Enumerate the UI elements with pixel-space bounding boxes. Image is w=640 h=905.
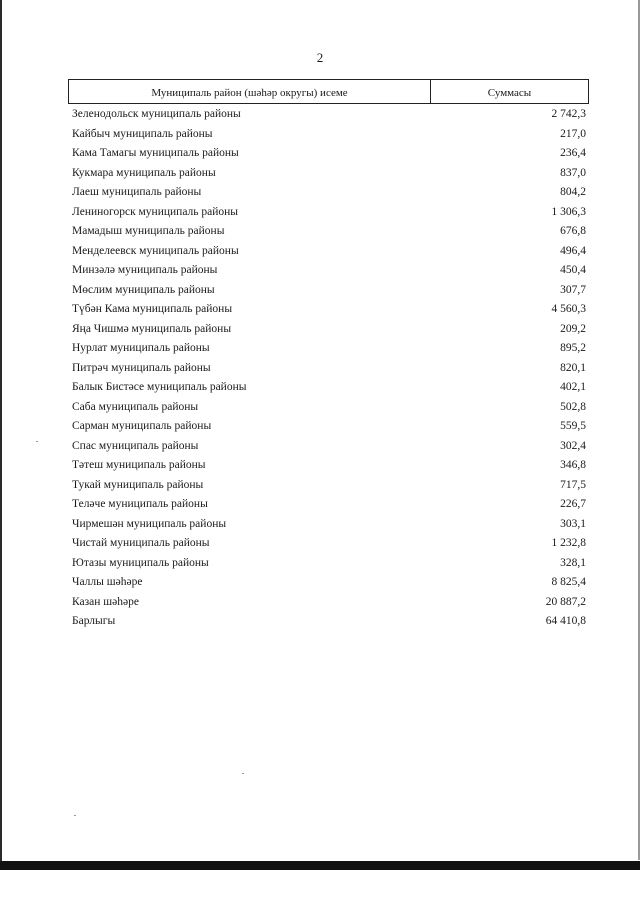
table-row bbox=[72, 593, 586, 613]
table-row bbox=[72, 242, 586, 262]
row-name: Чистай муниципаль районы bbox=[72, 537, 210, 549]
row-value: 820,1 bbox=[560, 361, 586, 374]
table-row bbox=[72, 164, 586, 184]
table-row bbox=[72, 437, 586, 457]
table-row bbox=[72, 515, 586, 535]
row-value: 450,4 bbox=[560, 264, 586, 276]
row-name: Мөслим муниципаль районы bbox=[72, 283, 215, 296]
scan-speck bbox=[36, 441, 38, 442]
row-name: Мамадыш муниципаль районы bbox=[72, 225, 225, 237]
row-value: 1 306,3 bbox=[551, 205, 586, 218]
row-value: 559,5 bbox=[560, 420, 586, 432]
table-row bbox=[72, 495, 586, 515]
table-row bbox=[72, 398, 586, 418]
row-value: 303,1 bbox=[560, 517, 586, 530]
row-name: Минзәлә муниципаль районы bbox=[72, 264, 218, 276]
row-name: Яңа Чишмә муниципаль районы bbox=[72, 322, 232, 335]
row-name: Нурлат муниципаль районы bbox=[72, 342, 210, 354]
row-value: 209,2 bbox=[560, 322, 586, 335]
table-row bbox=[72, 417, 586, 437]
row-value: 328,1 bbox=[560, 556, 586, 569]
row-value: 64 410,8 bbox=[545, 615, 586, 627]
row-value: 217,0 bbox=[560, 127, 586, 140]
table-row bbox=[72, 183, 586, 203]
row-name: Кайбыч муниципаль районы bbox=[72, 127, 213, 140]
row-name: Лениногорск муниципаль районы bbox=[72, 205, 239, 218]
row-name: Спас муниципаль районы bbox=[72, 439, 199, 452]
row-value: 502,8 bbox=[560, 400, 586, 413]
row-name: Балык Бистәсе муниципаль районы bbox=[72, 381, 247, 393]
table-row bbox=[72, 203, 586, 223]
table-header bbox=[68, 79, 589, 104]
row-value: 717,5 bbox=[560, 478, 586, 491]
row-value: 20 887,2 bbox=[545, 595, 586, 608]
row-value: 496,4 bbox=[560, 244, 586, 257]
row-name: Чирмешән муниципаль районы bbox=[72, 517, 227, 530]
row-value: 307,7 bbox=[560, 283, 586, 296]
row-name: Ютазы муниципаль районы bbox=[72, 556, 209, 569]
table-row bbox=[72, 554, 586, 574]
row-name: Зеленодольск муниципаль районы bbox=[72, 108, 241, 120]
row-name: Саба муниципаль районы bbox=[72, 400, 199, 413]
table-row bbox=[72, 300, 586, 320]
row-name: Питрәч муниципаль районы bbox=[72, 361, 211, 374]
page-number: 2 bbox=[316, 50, 324, 65]
table-row bbox=[72, 339, 586, 359]
table-row bbox=[72, 534, 586, 554]
header-name-column: Муниципаль район (шәһәр округы) исеме bbox=[69, 80, 431, 103]
row-value: 236,4 bbox=[560, 147, 586, 159]
row-value: 402,1 bbox=[560, 381, 586, 393]
row-name: Түбән Кама муниципаль районы bbox=[72, 303, 233, 315]
table-row bbox=[72, 281, 586, 301]
scan-speck bbox=[242, 773, 244, 774]
row-value: 2 742,3 bbox=[551, 108, 586, 120]
table-row bbox=[72, 573, 586, 593]
scan-bottom-band bbox=[0, 861, 640, 870]
row-name: Менделеевск муниципаль районы bbox=[72, 244, 239, 257]
table-row bbox=[72, 476, 586, 496]
row-name: Кукмара муниципаль районы bbox=[72, 166, 216, 179]
table-row bbox=[72, 261, 586, 281]
row-value: 895,2 bbox=[560, 342, 586, 354]
row-name: Барлыгы bbox=[72, 615, 116, 627]
table-row bbox=[72, 359, 586, 379]
row-name: Сарман муниципаль районы bbox=[72, 420, 212, 432]
row-value: 346,8 bbox=[560, 459, 586, 471]
table-row bbox=[72, 456, 586, 476]
row-value: 8 825,4 bbox=[551, 576, 586, 588]
table-row bbox=[72, 378, 586, 398]
total-row bbox=[72, 612, 586, 632]
scan-left-edge bbox=[0, 0, 2, 870]
row-value: 4 560,3 bbox=[551, 303, 586, 315]
row-value: 302,4 bbox=[560, 439, 586, 452]
row-value: 837,0 bbox=[560, 166, 586, 179]
table-row bbox=[72, 105, 586, 125]
row-name: Чаллы шәһәре bbox=[72, 576, 143, 588]
row-name: Кама Тамагы муниципаль районы bbox=[72, 147, 239, 159]
row-value: 804,2 bbox=[560, 186, 586, 198]
row-name: Тукай муниципаль районы bbox=[72, 478, 204, 491]
header-sum-column: Суммасы bbox=[487, 87, 532, 99]
row-name: Лаеш муниципаль районы bbox=[72, 186, 202, 198]
row-value: 226,7 bbox=[560, 498, 586, 510]
row-name: Казан шәһәре bbox=[72, 595, 139, 608]
row-name: Тәтеш муниципаль районы bbox=[72, 459, 206, 471]
row-value: 676,8 bbox=[560, 225, 586, 237]
table-row bbox=[72, 144, 586, 164]
row-name: Теләче муниципаль районы bbox=[72, 498, 208, 510]
table-row bbox=[72, 222, 586, 242]
row-value: 1 232,8 bbox=[551, 537, 586, 549]
district-list bbox=[72, 105, 586, 632]
scan-speck bbox=[74, 815, 76, 816]
table-row bbox=[72, 125, 586, 145]
table-row bbox=[72, 320, 586, 340]
